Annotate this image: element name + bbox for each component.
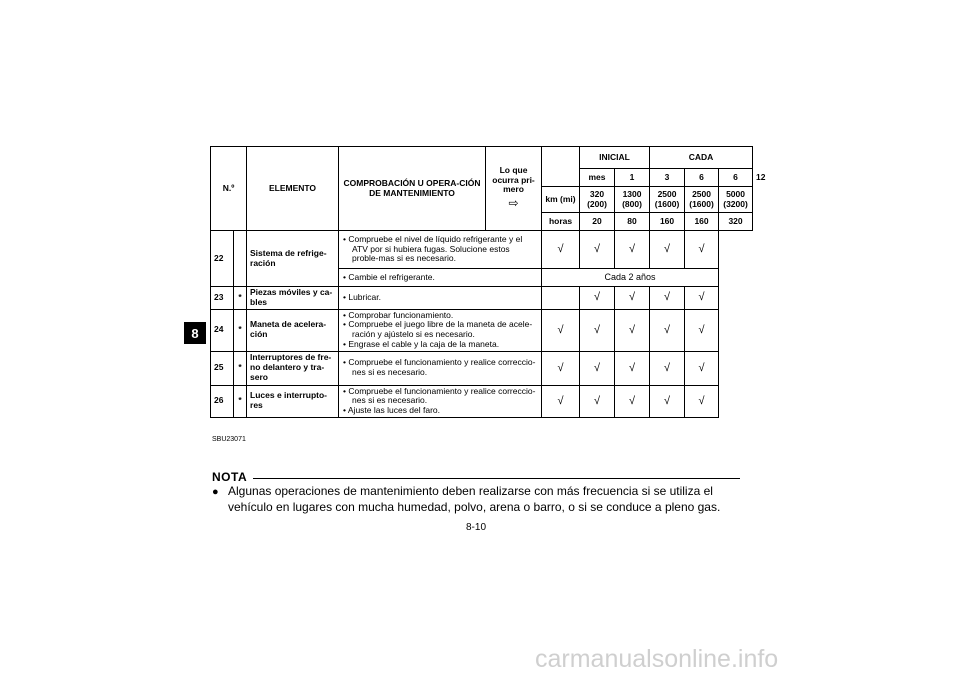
table-row	[211, 231, 753, 269]
check-mark: √	[580, 231, 615, 269]
watermark: carmanualsonline.info	[535, 645, 779, 673]
check-mark: √	[650, 287, 685, 310]
check-mark: √	[580, 351, 615, 385]
check-mark: √	[650, 385, 685, 417]
check-mark: √	[650, 351, 685, 385]
page-number: 8-10	[466, 522, 487, 533]
check-mark: √	[580, 385, 615, 417]
row-number: 26	[211, 385, 234, 417]
table-row	[211, 309, 753, 351]
check-mark: √	[685, 385, 719, 417]
header-km-value: 320 (200)	[580, 187, 615, 213]
bullet-icon: ●	[212, 486, 219, 498]
row-star: *	[234, 287, 247, 310]
row-check	[339, 309, 542, 351]
header-inicial: INICIAL	[580, 147, 650, 169]
check-mark: √	[650, 231, 685, 269]
check-mark: √	[615, 309, 650, 351]
header-horas-value: 80	[615, 213, 650, 231]
row-item: Interruptores de fre-no delantero y tra-sero	[247, 351, 339, 385]
check-line: • Lubricar.	[343, 291, 381, 302]
nota-text: Algunas operaciones de mantenimiento deben realizarse con más frecuencia si se utiliza el vehículo en lugares con mucha humedad, polvo, arena o barro, o si se conduce a pleno gas.	[228, 484, 721, 514]
nota-title: NOTA	[212, 470, 248, 484]
header-comprobacion: COMPROBACIÓN U OPERA-CIÓN DE MANTENIMIENTO	[339, 147, 486, 231]
check-mark: √	[615, 231, 650, 269]
check-mark: √	[580, 309, 615, 351]
check-mark: √	[542, 309, 580, 351]
row-star: *	[234, 385, 247, 417]
row-star: *	[234, 309, 247, 351]
table-row	[211, 351, 753, 385]
check-line: • Compruebe el funcionamiento y realice correccio-nes si es necesario.	[343, 385, 536, 406]
check-mark: √	[542, 231, 580, 269]
row-number: 25	[211, 351, 234, 385]
check-line: • Cambie el refrigerante.	[343, 271, 435, 282]
maintenance-table: N.º ELEMENTO COMPROBACIÓN U OPERA-CIÓN DE MANTENIMIENTO Lo que ocurra pri-mero ⇨ INICIAL CADA mes 1 3 6 6 12 km (mi) 320 (200) 1300 (800) 2500 (1600) 2500 (1600) 5000 (3200) horas 20 80 160 160 320 22 Sistema de refrige-ración • Compruebe el nivel de líquido refrigerante y el ATV por si hubiera fugas. Solucione estos proble-mas si es necesario. √ √ √ √ √ • Cambie el refrigerante. Cada 2 años 23 * Piezas móviles y ca-bles • Lubricar. √ √ √ √ 24 * Maneta de acelera-ción • Comprobar funcionamiento. • Compruebe el juego libre de la maneta de acele-ración y ajústelo si es necesario. • Engrase el cable y la caja de la maneta. √ √ √ √ √ 25 * Interruptores de fre-no delantero y tra-sero • Compruebe el funcionamiento y realice correccio-nes si es necesario. √ √ √ √ √ 26 * Luces e interrupto-res • Compruebe el funcionamiento y realice correccio-nes si es necesario. • Ajuste las luces del faro. √ √ √ √ √	[210, 146, 753, 418]
table-row	[211, 287, 753, 310]
check-line: • Compruebe el nivel de líquido refrigerante y el ATV por si hubiera fugas. Solucione estos proble-mas si es necesario.	[343, 233, 523, 264]
row-item: Luces e interrupto-res	[247, 385, 339, 417]
header-horas-label: horas	[542, 213, 580, 231]
header-mes-value: 1	[615, 169, 650, 187]
check-mark: √	[615, 385, 650, 417]
check-line: • Compruebe el funcionamiento y realice correccio-nes si es necesario.	[343, 357, 536, 378]
header-mes-value: 6	[685, 169, 719, 187]
check-mark: √	[542, 351, 580, 385]
row-number: 24	[211, 309, 234, 351]
row-check	[339, 269, 542, 287]
nota-divider	[253, 478, 740, 479]
header-km-value: 1300 (800)	[615, 187, 650, 213]
row-item: Maneta de acelera-ción	[247, 309, 339, 351]
chapter-tab: 8	[184, 322, 206, 344]
header-horas-value: 320	[719, 213, 753, 231]
header-blank	[542, 147, 580, 187]
check-mark: √	[542, 385, 580, 417]
header-km-label: km (mi)	[542, 187, 580, 213]
header-mes-value: 3	[650, 169, 685, 187]
check-mark: √	[650, 309, 685, 351]
header-km-value: 2500 (1600)	[650, 187, 685, 213]
check-line: • Compruebe el juego libre de la maneta de acele-ración y ajústelo si es necesario.	[343, 319, 533, 340]
check-mark: √	[615, 351, 650, 385]
header-lo-que-text: Lo que ocurra pri-mero	[492, 164, 535, 195]
arrow-right-icon: ⇨	[508, 196, 519, 211]
header-km-value: 2500 (1600)	[685, 187, 719, 213]
header-mes-value: 6	[719, 169, 753, 187]
check-mark	[542, 287, 580, 310]
row-number: 22	[211, 231, 234, 287]
header-no: N.º	[211, 147, 247, 231]
interval-note: Cada 2 años	[542, 269, 719, 287]
row-check	[339, 231, 542, 269]
row-check	[339, 287, 542, 310]
row-check	[339, 385, 542, 417]
header-cada: CADA	[650, 147, 753, 169]
row-number: 23	[211, 287, 234, 310]
check-mark: √	[615, 287, 650, 310]
header-horas-value: 20	[580, 213, 615, 231]
check-mark: √	[685, 309, 719, 351]
header-horas-value: 160	[685, 213, 719, 231]
check-mark: √	[685, 351, 719, 385]
row-item: Sistema de refrige-ración	[247, 231, 339, 287]
check-mark: √	[580, 287, 615, 310]
code-label: SBU23071	[212, 436, 246, 443]
header-horas-value: 160	[650, 213, 685, 231]
header-elemento: ELEMENTO	[247, 147, 339, 231]
header-km-value: 5000 (3200)	[719, 187, 753, 213]
check-line: • Ajuste las luces del faro.	[343, 405, 441, 416]
check-line: • Engrase el cable y la caja de la maneta.	[343, 338, 500, 349]
header-mes-label: mes	[580, 169, 615, 187]
check-line: • Comprobar funcionamiento.	[343, 309, 454, 320]
check-mark: √	[685, 231, 719, 269]
check-mark: √	[685, 287, 719, 310]
header-lo-que-ocurra-primero	[486, 147, 542, 231]
row-check	[339, 351, 542, 385]
row-star: *	[234, 351, 247, 385]
table-row	[211, 385, 753, 417]
row-item: Piezas móviles y ca-bles	[247, 287, 339, 310]
row-star	[234, 231, 247, 287]
nota-body	[212, 483, 740, 515]
